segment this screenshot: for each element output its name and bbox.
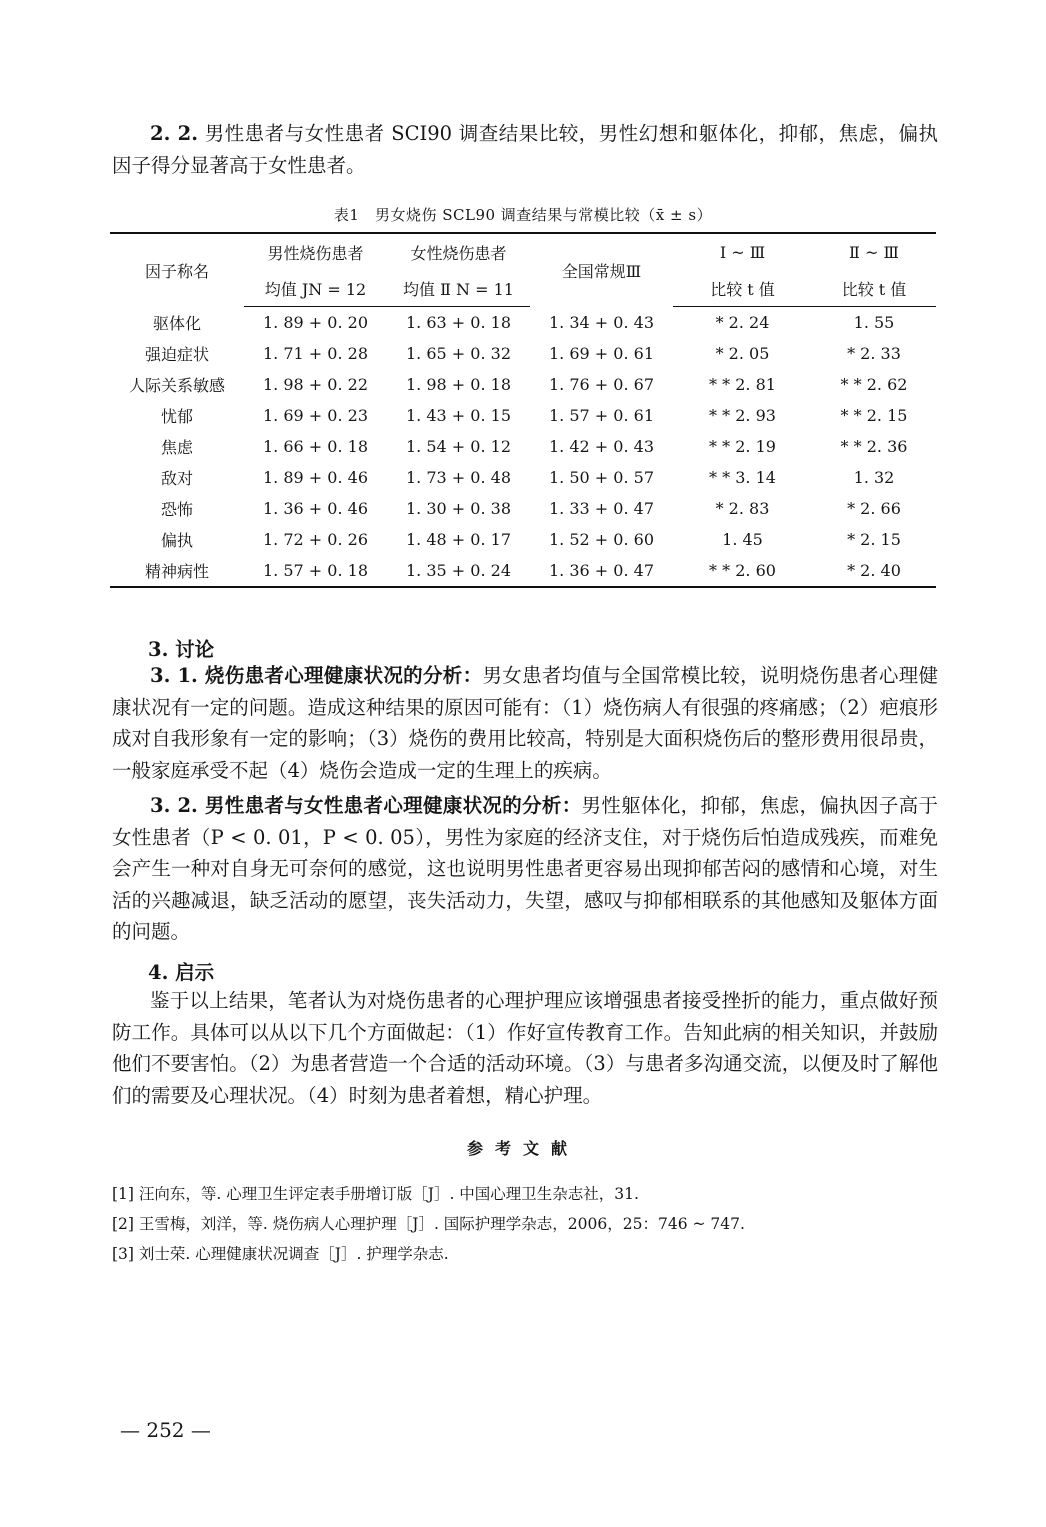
cell-t2: * 2. 66	[847, 499, 901, 518]
cell-t1: * 2. 83	[715, 499, 770, 518]
cell-t1: * * 2. 93	[709, 406, 776, 425]
cell-t1: * * 2. 81	[709, 375, 776, 394]
header-national-norm: 全国常规Ⅲ	[530, 233, 673, 307]
section-4-title: 4. 启示	[148, 961, 215, 984]
section-3-2-paragraph	[112, 790, 938, 948]
cell-t2: * 2. 40	[812, 555, 936, 587]
cell-factor: 忧郁	[160, 407, 193, 426]
cell-male: 1. 66 + 0. 18	[263, 437, 368, 456]
cell-t1: * 2. 05	[715, 344, 770, 363]
cell-male: 1. 89 + 0. 20	[263, 313, 368, 332]
section-2-2-text: 男性患者与女性患者 SCI90 调查结果比较，男性幻想和躯体化，抑郁，焦虑，偏执因子得分显著高于女性患者。	[112, 122, 938, 177]
cell-norm: 1. 33 + 0. 47	[549, 499, 654, 518]
cell-factor: 焦虑	[160, 438, 193, 457]
reference-item: [3] 刘士荣. 心理健康状况调查［J］. 护理学杂志.	[112, 1245, 449, 1263]
header-factor-name: 因子称名	[110, 233, 244, 307]
cell-female: 1. 65 + 0. 32	[406, 344, 511, 363]
cell-male: 1. 71 + 0. 28	[263, 344, 368, 363]
page-number: — 252 —	[120, 1418, 211, 1442]
cell-factor: 恐怖	[160, 500, 193, 519]
cell-female: 1. 35 + 0. 24	[387, 555, 530, 587]
section-3-1-text: 男女患者均值与全国常模比较，说明烧伤患者心理健康状况有一定的问题。造成这种结果的原因可能有：（1）烧伤病人有很强的疼痛感；（2）疤痕形成对自我形象有一定的影响；（3）烧伤的费用比较高，特别是大面积烧伤后的整形费用很昂贵，一般家庭承受不起（4）烧伤会造成一定的生理上的疾病。	[112, 664, 938, 782]
table-row	[110, 431, 936, 462]
cell-male: 1. 57 + 0. 18	[244, 555, 387, 587]
section-3-title: 3. 讨论	[148, 638, 215, 661]
cell-factor: 偏执	[160, 531, 193, 550]
cell-norm: 1. 34 + 0. 43	[549, 312, 654, 332]
references-title: 参考文献	[466, 1139, 579, 1158]
cell-male: 1. 98 + 0. 22	[263, 375, 368, 394]
cell-norm: 1. 69 + 0. 61	[549, 344, 654, 363]
header-t-value-2: 比较 t 值	[812, 270, 936, 307]
header-male-mean: 均值 JN = 12	[244, 270, 387, 307]
table-row	[110, 493, 936, 524]
cell-norm: 1. 42 + 0. 43	[549, 437, 654, 456]
section-3-1-label: 3. 1. 烧伤患者心理健康状况的分析：	[150, 664, 483, 687]
cell-factor: 强迫症状	[144, 345, 209, 364]
cell-female: 1. 98 + 0. 18	[406, 375, 511, 394]
table-row	[110, 400, 936, 431]
cell-norm: 1. 52 + 0. 60	[549, 530, 654, 549]
header-t-value-1: 比较 t 值	[673, 270, 812, 307]
cell-t1: * * 2. 60	[673, 555, 812, 587]
cell-t1: 1. 45	[722, 530, 763, 549]
reference-item: [2] 王雪梅，刘洋，等. 烧伤病人心理护理［J］. 国际护理学杂志，2006，25：746 ~ 747.	[112, 1215, 745, 1233]
cell-factor: 精神病性	[110, 555, 244, 587]
header-female: 女性烧伤患者	[387, 233, 530, 270]
section-2-2-paragraph	[112, 118, 938, 181]
cell-norm: 1. 76 + 0. 67	[549, 375, 654, 394]
results-table	[110, 232, 936, 588]
header-male: 男性烧伤患者	[244, 233, 387, 270]
section-3-2-text: 男性躯体化，抑郁，焦虑，偏执因子高于女性患者（P < 0. 01，P < 0. 05），男性为家庭的经济支住，对于烧伤后怕造成残疾，而难免会产生一种对自身无可奈何的感觉，这也说明男性患者更容易出现抑郁苦闷的感情和心境，对生活的兴趣减退，缺乏活动的愿望，丧失活动力，失望，感叹与抑郁相联系的其他感知及躯体方面的问题。	[112, 794, 938, 943]
cell-t2: * * 2. 15	[840, 406, 908, 425]
cell-t2: * * 2. 62	[840, 375, 908, 394]
cell-factor: 人际关系敏感	[128, 376, 225, 395]
cell-t1: * * 2. 19	[709, 437, 776, 456]
cell-factor: 敌对	[160, 469, 193, 488]
table-row	[110, 369, 936, 400]
section-3-1-paragraph	[112, 660, 938, 786]
cell-norm: 1. 50 + 0. 57	[549, 468, 654, 487]
cell-female: 1. 63 + 0. 18	[406, 313, 511, 332]
cell-t1: * * 3. 14	[709, 468, 776, 487]
cell-t2: 1. 32	[853, 468, 895, 487]
cell-t2: 1. 55	[853, 313, 895, 332]
cell-t2: * 2. 15	[847, 530, 901, 549]
cell-male: 1. 36 + 0. 46	[263, 499, 368, 518]
table-row	[110, 555, 936, 587]
header-compare-2-3: Ⅱ ~ Ⅲ	[812, 233, 936, 270]
cell-male: 1. 89 + 0. 46	[263, 468, 368, 487]
cell-factor: 驱体化	[152, 313, 201, 333]
header-female-mean: 均值 Ⅱ N = 11	[387, 270, 530, 307]
cell-norm: 1. 57 + 0. 61	[549, 406, 654, 425]
table-row	[110, 307, 936, 339]
header-compare-1-3: Ⅰ ~ Ⅲ	[673, 233, 812, 270]
reference-item: [1] 汪向东，等. 心理卫生评定表手册增订版［J］. 中国心理卫生杂志社，31.	[112, 1185, 639, 1203]
table-caption: 表1 男女烧伤 SCL90 调查结果与常模比较（x̄ ± s）	[333, 206, 713, 224]
cell-female: 1. 73 + 0. 48	[406, 468, 511, 487]
section-3-2-label: 3. 2. 男性患者与女性患者心理健康状况的分析：	[150, 794, 582, 817]
cell-norm: 1. 36 + 0. 47	[530, 555, 673, 587]
section-2-2-label: 2. 2.	[150, 122, 198, 145]
cell-t2: * * 2. 36	[840, 437, 908, 456]
cell-female: 1. 48 + 0. 17	[406, 530, 511, 549]
cell-female: 1. 54 + 0. 12	[406, 437, 511, 456]
cell-male: 1. 69 + 0. 23	[263, 406, 368, 425]
cell-t2: * 2. 33	[847, 344, 901, 363]
table-row	[110, 462, 936, 493]
table-row	[110, 524, 936, 555]
section-4-paragraph: 鉴于以上结果，笔者认为对烧伤患者的心理护理应该增强患者接受挫折的能力，重点做好预防工作。具体可以从以下几个方面做起：（1）作好宣传教育工作。告知此病的相关知识，并鼓励他们不要害怕。（2）为患者营造一个合适的活动环境。（3）与患者多沟通交流，以便及时了解他们的需要及心理状况。（4）时刻为患者着想，精心护理。	[112, 989, 938, 1107]
cell-t1: * 2. 24	[715, 313, 770, 332]
cell-female: 1. 43 + 0. 15	[406, 406, 511, 425]
table-row	[110, 338, 936, 369]
cell-male: 1. 72 + 0. 26	[263, 530, 368, 549]
cell-female: 1. 30 + 0. 38	[406, 499, 511, 518]
